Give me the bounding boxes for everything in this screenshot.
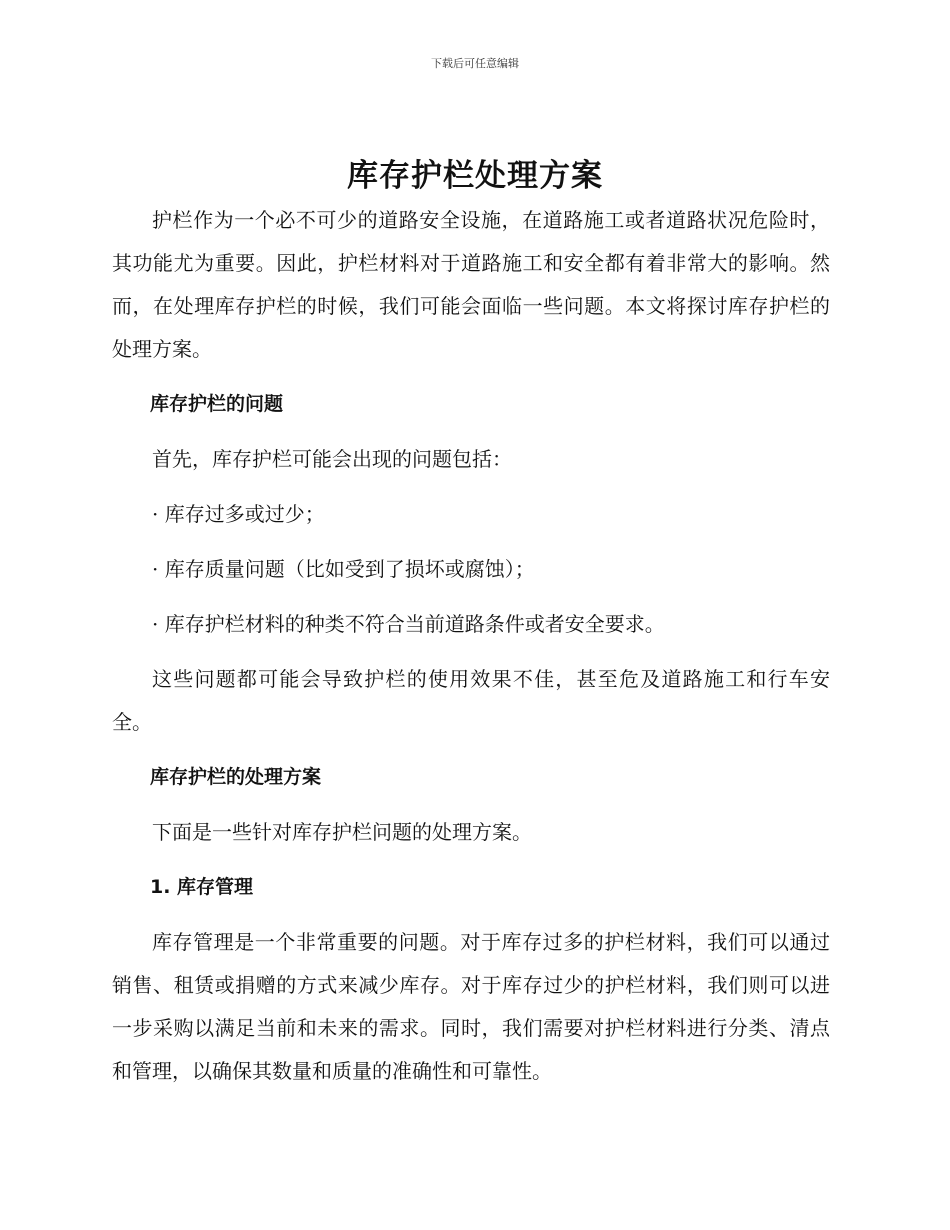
bullet-item: · 库存过多或过少； [152,502,325,526]
subsection-heading-inventory: 1. 库存管理 [150,876,254,898]
bullet-item: · 库存护栏材料的种类不符合当前道路条件或者安全要求。 [152,612,665,636]
section-heading-solutions: 库存护栏的处理方案 [150,766,322,788]
bullet-item: · 库存质量问题（比如受到了损坏或腐蚀）； [152,557,535,581]
document-body [112,199,830,1093]
solutions-lead: 下面是一些针对库存护栏问题的处理方案。 [152,820,532,844]
problems-lead: 首先，库存护栏可能会出现的问题包括： [152,447,512,471]
problems-conclusion: 这些问题都可能会导致护栏的使用效果不佳，甚至危及道路施工和行车安全。 [112,667,830,734]
intro-paragraph: 护栏作为一个必不可少的道路安全设施，在道路施工或者道路状况危险时，其功能尤为重要。因此，护栏材料对于道路施工和安全都有着非常大的影响。然而，在处理库存护栏的时候，我们可能会面临一些问题。本文将探讨库存护栏的处理方案。 [112,208,830,361]
section-heading-problems: 库存护栏的问题 [150,393,284,415]
inventory-paragraph: 库存管理是一个非常重要的问题。对于库存过多的护栏材料，我们可以通过销售、租赁或捐赠的方式来减少库存。对于库存过少的护栏材料，我们则可以进一步采购以满足当前和未来的需求。同时，我们需要对护栏材料进行分类、清点和管理，以确保其数量和质量的准确性和可靠性。 [112,930,830,1083]
header-note: 下载后可任意编辑 [431,57,519,70]
document-title: 库存护栏处理方案 [347,158,603,194]
